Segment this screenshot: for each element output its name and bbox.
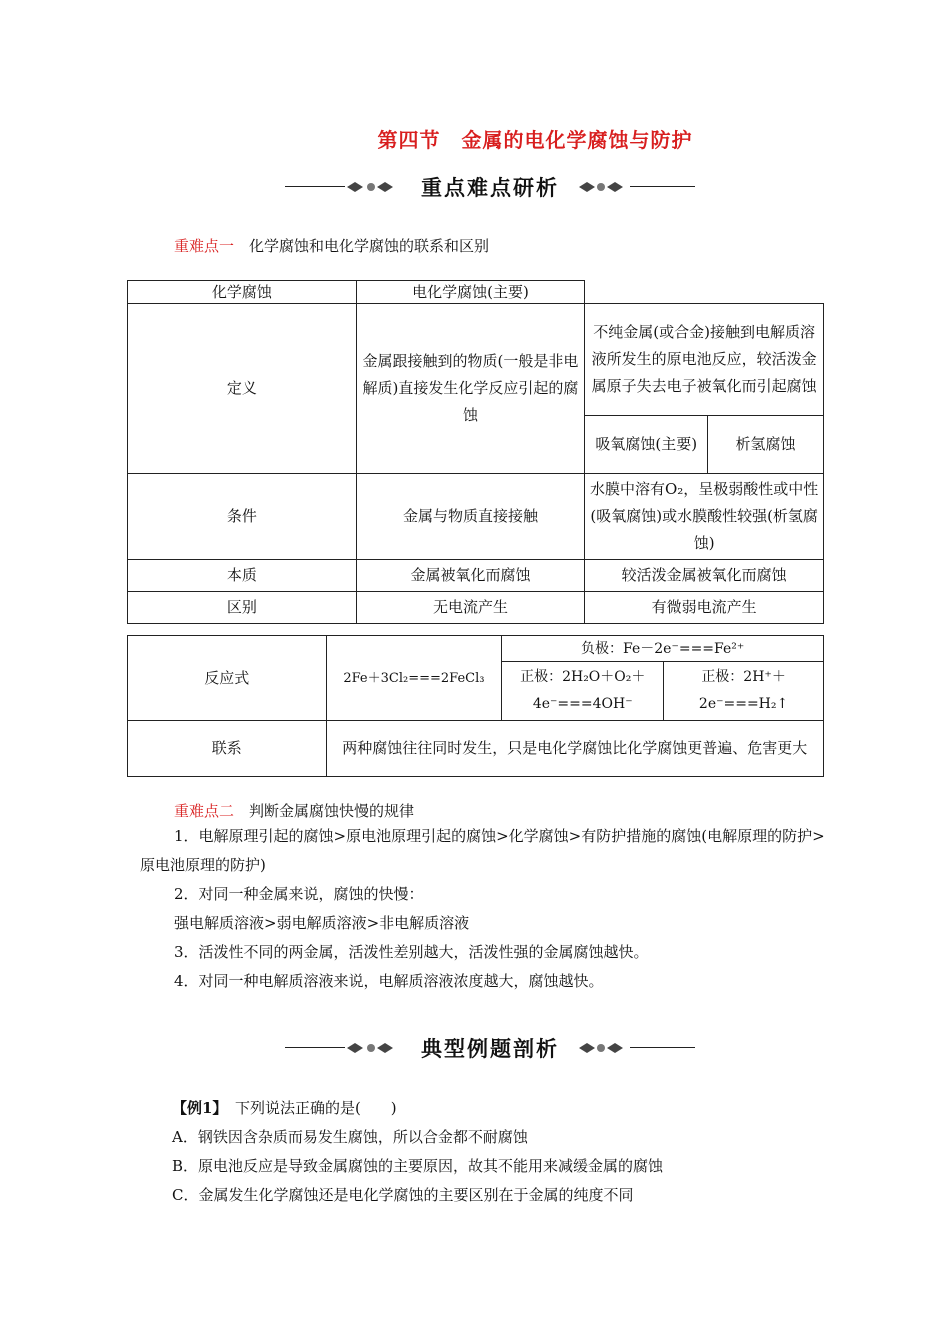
cathode-hydrogen-equation: 正极：2H⁺＋2e⁻===H₂↑ [664,662,824,721]
rule-item: 1．电解原理引起的腐蚀>原电池原理引起的腐蚀>化学腐蚀>有防护措施的腐蚀(电解原理的防护>原电池原理的防护) [140,827,825,874]
key-point-2-heading [174,800,414,821]
cathode-oxygen-equation: 正极：2H₂O＋O₂＋4e⁻===4OH⁻ [502,662,664,721]
rule-item: 强电解质溶液>弱电解质溶液>非电解质溶液 [174,914,470,932]
essence-electro: 较活泼金属被氧化而腐蚀 [585,560,824,592]
reaction-table [127,635,824,777]
diff-label: 区别 [128,592,357,624]
page-title: 第四节 金属的电化学腐蚀与防护 [377,128,693,152]
header-chem: 化学腐蚀 [128,281,357,304]
anode-equation: 负极：Fe－2e⁻===Fe²⁺ [502,636,824,662]
key-point-text: 判断金属腐蚀快慢的规律 [249,802,415,820]
example-label: 【例1】 [172,1099,220,1117]
sub-hydrogen: 析氢腐蚀 [708,416,824,474]
essence-chem: 金属被氧化而腐蚀 [356,560,585,592]
diff-electro: 有微弱电流产生 [585,592,824,624]
option-c: C．金属发生化学腐蚀还是电化学腐蚀的主要区别在于金属的纯度不同 [172,1186,634,1204]
def-chem: 金属跟接触到的物质(一般是非电解质)直接发生化学反应引起的腐蚀 [356,304,585,474]
empty-cell [585,281,824,304]
chem-equation: 2Fe＋3Cl₂===2FeCl₃ [326,636,502,721]
rule-item: 2．对同一种金属来说，腐蚀的快慢： [174,885,424,903]
essence-label: 本质 [128,560,357,592]
link-label: 联系 [128,721,327,777]
option-b: B．原电池反应是导致金属腐蚀的主要原因，故其不能用来减缓金属的腐蚀 [172,1157,664,1175]
key-point-tag: 重难点一 [174,237,235,255]
rules-list [140,822,830,996]
key-point-tag: 重难点二 [174,802,235,820]
key-point-text: 化学腐蚀和电化学腐蚀的联系和区别 [249,237,490,255]
banner-title: 重点难点研析 [421,176,559,200]
cond-chem: 金属与物质直接接触 [356,474,585,560]
option-a: A．钢铁因含杂质而易发生腐蚀，所以合金都不耐腐蚀 [172,1128,528,1146]
diff-chem: 无电流产生 [356,592,585,624]
ornament-icon [577,1041,627,1055]
rule-item: 4．对同一种电解质溶液来说，电解质溶液浓度越大，腐蚀越快。 [174,972,604,990]
key-point-1-heading [174,235,489,256]
rule-item: 3．活泼性不同的两金属，活泼性差别越大，活泼性强的金属腐蚀越快。 [174,943,649,961]
section-banner-examples [285,1033,695,1063]
cond-label: 条件 [128,474,357,560]
sub-oxygen: 吸氧腐蚀(主要) [585,416,708,474]
example-1 [172,1094,832,1210]
ornament-icon [577,180,627,194]
def-label: 定义 [128,304,357,474]
header-electro: 电化学腐蚀(主要) [356,281,585,304]
reaction-label: 反应式 [128,636,327,721]
banner-title: 典型例题剖析 [421,1037,559,1061]
cond-electro: 水膜中溶有O₂，呈极弱酸性或中性(吸氧腐蚀)或水膜酸性较强(析氢腐蚀) [585,474,824,560]
section-banner-key-points [285,172,695,202]
comparison-table [127,280,824,624]
def-electro: 不纯金属(或合金)接触到电解质溶液所发生的原电池反应，较活泼金属原子失去电子被氧化而引起腐蚀 [585,304,824,416]
link-text: 两种腐蚀往往同时发生，只是电化学腐蚀比化学腐蚀更普遍、危害更大 [326,721,824,777]
example-question: 下列说法正确的是( ) [234,1099,397,1117]
